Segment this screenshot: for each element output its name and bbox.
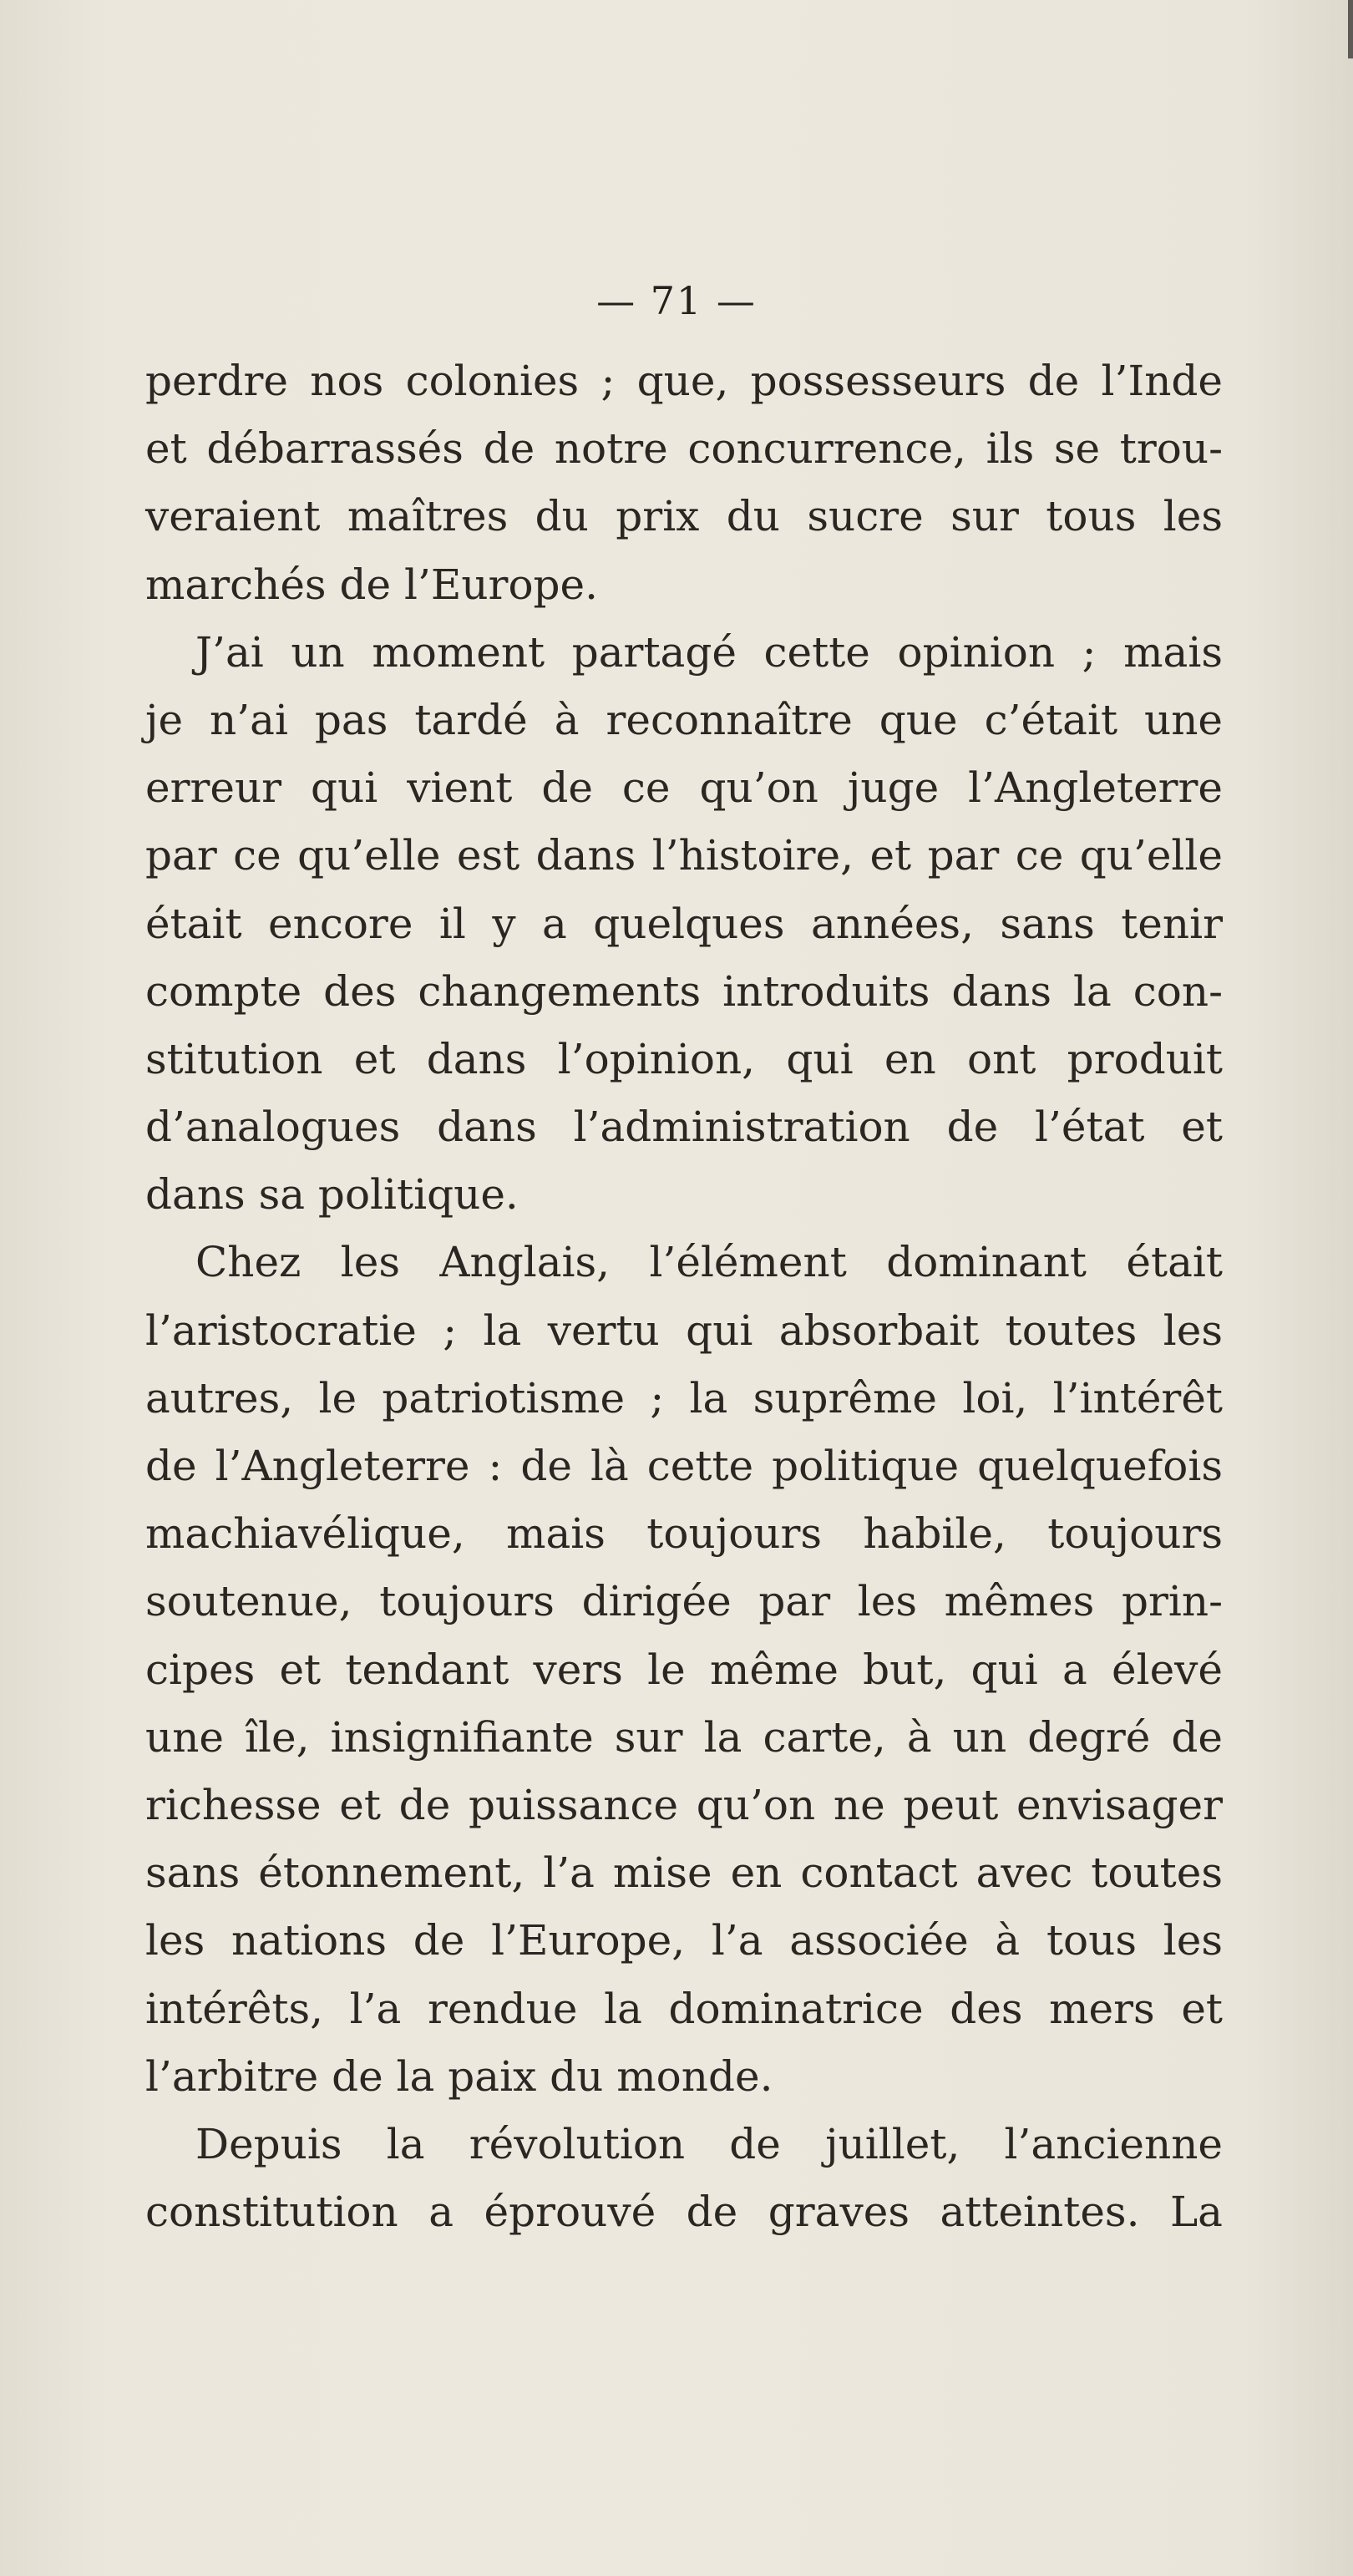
body-text [145, 347, 1223, 2246]
text-line: compte des changements introduits dans la con- [145, 966, 1223, 1016]
text-line: je n’ai pas tardé à reconnaître que c’était une [145, 695, 1223, 744]
text-line: Chez les Anglais, l’élément dominant était [195, 1238, 1223, 1287]
text-line: erreur qui vient de ce qu’on juge l’Angleterre [145, 763, 1223, 813]
text-line: machiavélique, mais toujours habile, toujours [145, 1509, 1223, 1559]
text-line: veraient maîtres du prix du sucre sur tous les [145, 492, 1223, 541]
text-line: cipes et tendant vers le même but, qui a élevé [145, 1645, 1223, 1694]
text-line: marchés de l’Europe. [145, 560, 599, 609]
text-line: et débarrassés de notre concurrence, ils se trou- [145, 424, 1223, 474]
page-number: — 71 — [596, 278, 757, 323]
text-line: sans étonnement, l’a mise en contact avec toutes [145, 1848, 1223, 1898]
text-line: J’ai un moment partagé cette opinion ; mais [195, 627, 1223, 677]
text-line: d’analogues dans l’administration de l’état et [145, 1103, 1223, 1152]
text-line: l’aristocratie ; la vertu qui absorbait toutes les [145, 1306, 1223, 1355]
text-line: par ce qu’elle est dans l’histoire, et par ce qu’elle [145, 831, 1223, 880]
text-line: soutenue, toujours dirigée par les mêmes prin- [145, 1577, 1223, 1626]
text-line: stitution et dans l’opinion, qui en ont produit [145, 1034, 1223, 1083]
text-line: intérêts, l’a rendue la dominatrice des mers et [145, 1984, 1223, 2033]
text-line: une île, insignifiante sur la carte, à un degré de [145, 1712, 1223, 1762]
text-line: l’arbitre de la paix du monde. [145, 2051, 773, 2101]
text-line: était encore il y a quelques années, sans tenir [145, 899, 1223, 948]
text-line: les nations de l’Europe, l’a associée à tous les [145, 1916, 1223, 1965]
page-edge-mark [1348, 0, 1353, 58]
text-line: constitution a éprouvé de graves atteintes. La [145, 2188, 1223, 2237]
text-line: richesse et de puissance qu’on ne peut envisager [145, 1780, 1223, 1829]
text-line: Depuis la révolution de juillet, l’ancienne [195, 2119, 1223, 2168]
text-line: dans sa politique. [145, 1170, 519, 1220]
text-line: de l’Angleterre : de là cette politique quelquefois [145, 1442, 1223, 1490]
text-line: perdre nos colonies ; que, possesseurs de l’Inde [145, 357, 1223, 405]
text-line: autres, le patriotisme ; la suprême loi, l’intérêt [145, 1373, 1223, 1422]
